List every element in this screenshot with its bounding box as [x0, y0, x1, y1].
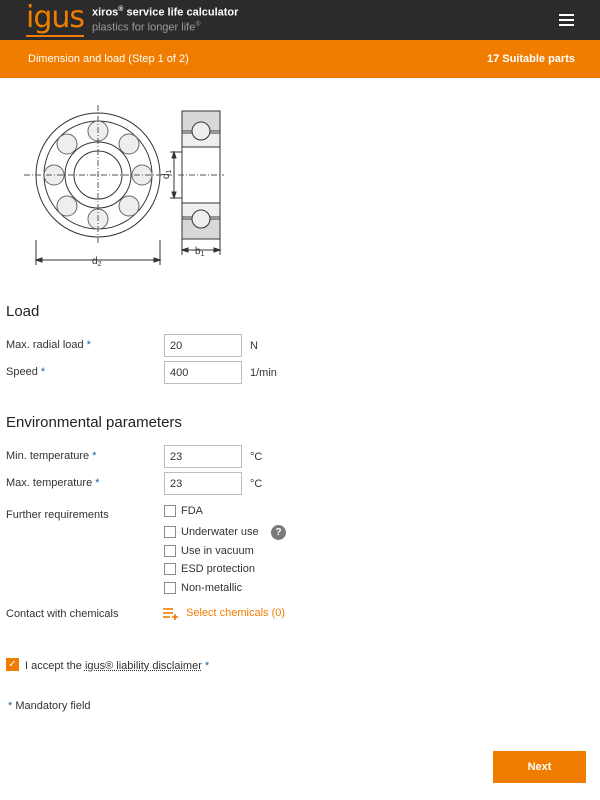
load-section-title: Load: [6, 303, 40, 320]
list-add-icon: [162, 606, 180, 620]
environment-section-title: Environmental parameters: [6, 414, 182, 431]
d2-label: $d_2$: [92, 256, 102, 268]
radial-load-input[interactable]: [164, 334, 242, 357]
checkbox-use-in-vacuum[interactable]: Use in vacuum: [164, 544, 254, 558]
help-icon[interactable]: ?: [271, 525, 286, 540]
app-subtitle: plastics for longer life®: [92, 21, 201, 34]
checkbox-fda[interactable]: FDA: [164, 504, 203, 518]
checkbox-underwater-use[interactable]: Underwater use: [164, 525, 259, 539]
mandatory-field-note: * Mandatory field: [8, 700, 91, 712]
b1-label: $b_1$: [195, 246, 205, 258]
d1-label: $d_1$: [161, 169, 173, 179]
checkbox-box[interactable]: [164, 563, 176, 575]
min-temperature-input[interactable]: [164, 445, 242, 468]
bearing-diagram: [18, 95, 248, 275]
checkbox-esd-protection[interactable]: ESD protection: [164, 562, 255, 576]
select-chemicals-link[interactable]: Select chemicals (0): [162, 606, 285, 620]
hamburger-menu-icon[interactable]: [559, 14, 574, 26]
next-button[interactable]: Next: [493, 751, 586, 783]
further-requirements-label: Further requirements: [6, 509, 109, 521]
max-temperature-input[interactable]: [164, 472, 242, 495]
checkbox-box[interactable]: [164, 582, 176, 594]
min-temperature-unit: °C: [250, 451, 263, 463]
min-temperature-label: Min. temperature *: [6, 450, 97, 462]
checkbox-box[interactable]: [164, 526, 176, 538]
top-bar: [0, 0, 600, 40]
logo-text: igus: [26, 0, 85, 35]
checkbox-non-metallic[interactable]: Non-metallic: [164, 581, 242, 595]
speed-unit: 1/min: [250, 367, 277, 379]
chemicals-label: Contact with chemicals: [6, 608, 119, 620]
igus-logo[interactable]: [26, 0, 85, 37]
max-temperature-label: Max. temperature *: [6, 477, 100, 489]
speed-label: Speed *: [6, 366, 46, 378]
radial-load-unit: N: [250, 340, 258, 352]
accept-disclaimer-checkbox[interactable]: ✓: [6, 658, 19, 671]
liability-disclaimer-link[interactable]: igus® liability disclaimer: [84, 660, 202, 672]
max-temperature-unit: °C: [250, 478, 263, 490]
step-bar: [0, 40, 600, 78]
speed-input[interactable]: [164, 361, 242, 384]
suitable-parts-count[interactable]: 17 Suitable parts: [486, 53, 575, 65]
checkbox-box[interactable]: [164, 545, 176, 557]
radial-load-label: Max. radial load *: [6, 339, 91, 351]
accept-disclaimer-text: I accept the igus® liability disclaimer *: [25, 660, 210, 672]
step-label: Dimension and load (Step 1 of 2): [28, 53, 189, 65]
app-title: xiros® service life calculator: [92, 6, 239, 19]
checkbox-box[interactable]: [164, 505, 176, 517]
